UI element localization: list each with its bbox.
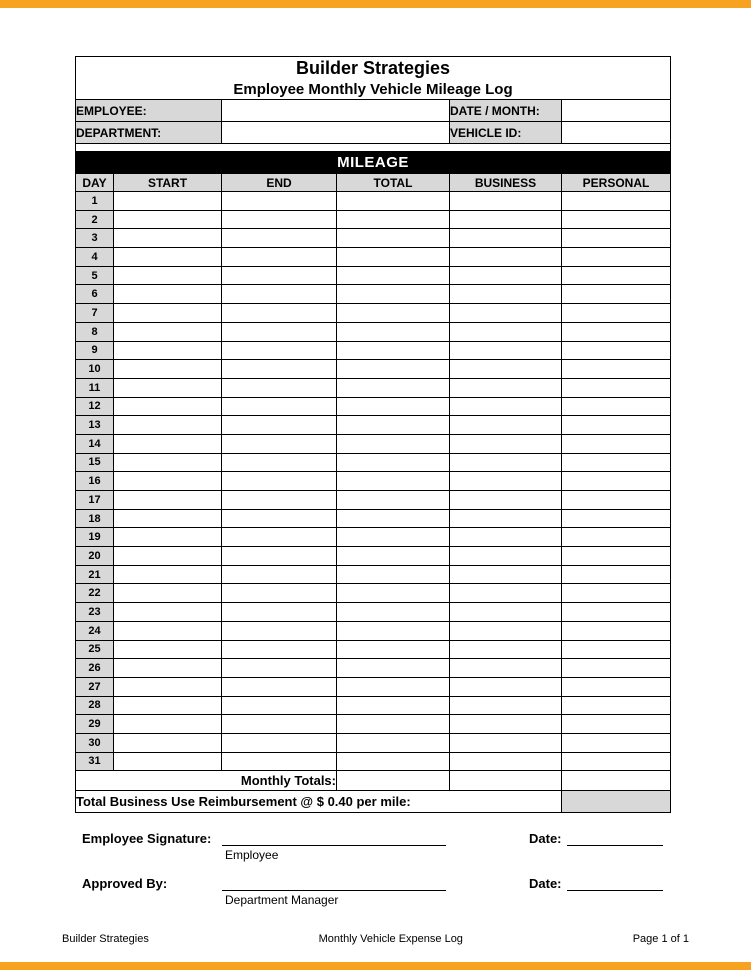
day-number-cell: 2 [76,210,114,229]
day-row [76,752,671,771]
day-business-cell[interactable] [450,696,562,715]
day-end-cell[interactable] [222,491,337,510]
day-business-cell[interactable] [450,603,562,622]
day-start-cell[interactable] [114,547,222,566]
day-row [76,416,671,435]
employee-date-line[interactable] [567,831,663,846]
employee-signature-label: Employee Signature: [82,831,212,847]
day-end-cell[interactable] [222,416,337,435]
day-total-cell[interactable] [337,192,450,211]
info-row-department [76,122,671,144]
day-number-cell: 11 [76,378,114,397]
day-total-cell[interactable] [337,248,450,267]
col-header-personal: PERSONAL [562,174,671,192]
day-end-cell[interactable] [222,453,337,472]
day-personal-cell[interactable] [562,509,671,528]
day-total-cell[interactable] [337,304,450,323]
day-business-cell[interactable] [450,341,562,360]
day-start-cell[interactable] [114,565,222,584]
day-number-cell: 25 [76,640,114,659]
day-business-cell[interactable] [450,621,562,640]
day-personal-cell[interactable] [562,453,671,472]
day-business-cell[interactable] [450,248,562,267]
day-personal-cell[interactable] [562,341,671,360]
day-total-cell[interactable] [337,210,450,229]
day-business-cell[interactable] [450,491,562,510]
day-total-cell[interactable] [337,378,450,397]
day-row [76,453,671,472]
day-total-cell[interactable] [337,584,450,603]
day-business-cell[interactable] [450,192,562,211]
monthly-totals-row [76,771,671,791]
vehicle-id-field[interactable] [562,122,671,144]
day-business-cell[interactable] [450,528,562,547]
day-start-cell[interactable] [114,696,222,715]
day-total-cell[interactable] [337,397,450,416]
day-personal-cell[interactable] [562,416,671,435]
day-start-cell[interactable] [114,659,222,678]
day-number-cell: 17 [76,491,114,510]
day-number-cell: 14 [76,434,114,453]
top-accent-bar [0,0,751,8]
day-personal-cell[interactable] [562,547,671,566]
day-total-cell[interactable] [337,528,450,547]
day-total-cell[interactable] [337,416,450,435]
day-business-cell[interactable] [450,715,562,734]
day-row [76,248,671,267]
day-end-cell[interactable] [222,528,337,547]
day-start-cell[interactable] [114,192,222,211]
day-business-cell[interactable] [450,584,562,603]
day-business-cell[interactable] [450,752,562,771]
day-row [76,733,671,752]
day-start-cell[interactable] [114,285,222,304]
day-business-cell[interactable] [450,434,562,453]
day-personal-cell[interactable] [562,229,671,248]
day-start-cell[interactable] [114,434,222,453]
day-personal-cell[interactable] [562,696,671,715]
page-footer [0,933,751,945]
day-row [76,509,671,528]
day-number-cell: 22 [76,584,114,603]
day-number-cell: 10 [76,360,114,379]
day-start-cell[interactable] [114,397,222,416]
signature-section [75,831,670,907]
day-business-cell[interactable] [450,285,562,304]
employee-field[interactable] [222,100,450,122]
col-header-end: END [222,174,337,192]
day-business-cell[interactable] [450,453,562,472]
day-row [76,584,671,603]
col-header-business: BUSINESS [450,174,562,192]
day-total-cell[interactable] [337,341,450,360]
day-start-cell[interactable] [114,752,222,771]
employee-signature-line[interactable] [222,831,446,846]
day-number-cell: 12 [76,397,114,416]
day-personal-cell[interactable] [562,266,671,285]
day-business-cell[interactable] [450,472,562,491]
day-start-cell[interactable] [114,378,222,397]
day-start-cell[interactable] [114,584,222,603]
day-personal-cell[interactable] [562,378,671,397]
day-personal-cell[interactable] [562,285,671,304]
day-row [76,640,671,659]
day-row [76,360,671,379]
day-personal-cell[interactable] [562,640,671,659]
day-row [76,378,671,397]
day-business-cell[interactable] [450,416,562,435]
day-total-cell[interactable] [337,509,450,528]
day-start-cell[interactable] [114,472,222,491]
day-end-cell[interactable] [222,378,337,397]
day-start-cell[interactable] [114,677,222,696]
footer-left: Builder Strategies [62,933,149,945]
day-total-cell[interactable] [337,491,450,510]
day-personal-cell[interactable] [562,248,671,267]
day-number-cell: 21 [76,565,114,584]
day-row [76,192,671,211]
day-row [76,304,671,323]
day-start-cell[interactable] [114,603,222,622]
day-total-cell[interactable] [337,565,450,584]
date-month-label: DATE / MONTH: [450,100,562,122]
day-end-cell[interactable] [222,322,337,341]
day-start-cell[interactable] [114,715,222,734]
day-start-cell[interactable] [114,248,222,267]
day-personal-cell[interactable] [562,322,671,341]
col-header-total: TOTAL [337,174,450,192]
employee-signature-caption: Employee [225,848,279,863]
employee-label: EMPLOYEE: [76,100,222,122]
form-header [76,57,671,100]
day-personal-cell[interactable] [562,584,671,603]
day-number-cell: 26 [76,659,114,678]
day-number-cell: 6 [76,285,114,304]
column-header-row [76,174,671,192]
monthly-total-total-cell[interactable] [337,771,450,791]
day-total-cell[interactable] [337,752,450,771]
day-start-cell[interactable] [114,491,222,510]
day-business-cell[interactable] [450,397,562,416]
day-business-cell[interactable] [450,565,562,584]
day-business-cell[interactable] [450,266,562,285]
day-number-cell: 13 [76,416,114,435]
section-header-row [76,152,671,174]
day-end-cell[interactable] [222,285,337,304]
day-end-cell[interactable] [222,603,337,622]
day-personal-cell[interactable] [562,472,671,491]
monthly-total-business-cell[interactable] [450,771,562,791]
department-label: DEPARTMENT: [76,122,222,144]
day-total-cell[interactable] [337,696,450,715]
day-business-cell[interactable] [450,360,562,379]
approved-date-line[interactable] [567,876,663,891]
day-personal-cell[interactable] [562,677,671,696]
day-number-cell: 20 [76,547,114,566]
day-row [76,715,671,734]
day-end-cell[interactable] [222,229,337,248]
mileage-log-form [75,56,670,907]
day-row [76,472,671,491]
day-number-cell: 29 [76,715,114,734]
day-number-cell: 18 [76,509,114,528]
day-row [76,491,671,510]
day-personal-cell[interactable] [562,491,671,510]
day-business-cell[interactable] [450,322,562,341]
day-start-cell[interactable] [114,453,222,472]
day-end-cell[interactable] [222,210,337,229]
day-number-cell: 27 [76,677,114,696]
reimbursement-amount-cell[interactable] [562,791,671,813]
day-start-cell[interactable] [114,509,222,528]
info-row-employee [76,100,671,122]
day-personal-cell[interactable] [562,752,671,771]
day-personal-cell[interactable] [562,603,671,622]
form-subtitle: Employee Monthly Vehicle Mileage Log [233,81,513,98]
day-row [76,603,671,622]
monthly-totals-label: Monthly Totals: [76,771,337,791]
day-start-cell[interactable] [114,416,222,435]
day-end-cell[interactable] [222,248,337,267]
day-number-cell: 8 [76,322,114,341]
day-total-cell[interactable] [337,621,450,640]
footer-center: Monthly Vehicle Expense Log [318,933,463,945]
day-total-cell[interactable] [337,360,450,379]
day-row [76,659,671,678]
day-row [76,266,671,285]
day-number-cell: 5 [76,266,114,285]
day-row [76,322,671,341]
day-total-cell[interactable] [337,733,450,752]
day-row [76,341,671,360]
day-business-cell[interactable] [450,733,562,752]
form-title: Builder Strategies [295,58,451,78]
footer-right: Page 1 of 1 [632,933,689,945]
mileage-section-header: MILEAGE [76,152,671,174]
day-number-cell: 3 [76,229,114,248]
day-end-cell[interactable] [222,304,337,323]
day-business-cell[interactable] [450,509,562,528]
day-personal-cell[interactable] [562,659,671,678]
day-end-cell[interactable] [222,565,337,584]
date-month-field[interactable] [562,100,671,122]
col-header-day: DAY [76,174,114,192]
approved-by-label: Approved By: [82,876,168,892]
day-row [76,285,671,304]
day-end-cell[interactable] [222,266,337,285]
day-total-cell[interactable] [337,603,450,622]
day-start-cell[interactable] [114,621,222,640]
day-end-cell[interactable] [222,341,337,360]
day-personal-cell[interactable] [562,621,671,640]
spacer-row [76,144,671,152]
day-number-cell: 30 [76,733,114,752]
day-business-cell[interactable] [450,659,562,678]
day-number-cell: 4 [76,248,114,267]
reimbursement-label: Total Business Use Reimbursement @ $ 0.40 per mile: [76,791,562,813]
day-personal-cell[interactable] [562,715,671,734]
day-total-cell[interactable] [337,434,450,453]
employee-date-label: Date: [529,831,562,847]
day-personal-cell[interactable] [562,304,671,323]
day-business-cell[interactable] [450,304,562,323]
day-row [76,528,671,547]
day-personal-cell[interactable] [562,210,671,229]
day-number-cell: 1 [76,192,114,211]
spacer [76,144,671,152]
day-business-cell[interactable] [450,210,562,229]
title-row [76,57,671,100]
day-end-cell[interactable] [222,659,337,678]
department-field[interactable] [222,122,450,144]
day-start-cell[interactable] [114,229,222,248]
approved-by-row [75,876,670,891]
day-start-cell[interactable] [114,266,222,285]
day-start-cell[interactable] [114,733,222,752]
col-header-start: START [114,174,222,192]
day-start-cell[interactable] [114,640,222,659]
day-business-cell[interactable] [450,677,562,696]
day-row [76,397,671,416]
day-start-cell[interactable] [114,210,222,229]
day-end-cell[interactable] [222,584,337,603]
day-row [76,210,671,229]
day-start-cell[interactable] [114,341,222,360]
day-number-cell: 16 [76,472,114,491]
day-row [76,565,671,584]
day-personal-cell[interactable] [562,192,671,211]
day-number-cell: 15 [76,453,114,472]
day-end-cell[interactable] [222,696,337,715]
day-personal-cell[interactable] [562,434,671,453]
day-row [76,434,671,453]
day-end-cell[interactable] [222,715,337,734]
day-end-cell[interactable] [222,677,337,696]
day-total-cell[interactable] [337,322,450,341]
approved-date-label: Date: [529,876,562,892]
day-end-cell[interactable] [222,752,337,771]
day-end-cell[interactable] [222,733,337,752]
day-end-cell[interactable] [222,397,337,416]
day-total-cell[interactable] [337,677,450,696]
day-end-cell[interactable] [222,547,337,566]
reimbursement-row [76,791,671,813]
bottom-accent-bar [0,962,751,970]
day-total-cell[interactable] [337,659,450,678]
day-end-cell[interactable] [222,621,337,640]
day-end-cell[interactable] [222,509,337,528]
day-row [76,696,671,715]
day-end-cell[interactable] [222,472,337,491]
day-business-cell[interactable] [450,229,562,248]
day-total-cell[interactable] [337,229,450,248]
day-end-cell[interactable] [222,640,337,659]
vehicle-id-label: VEHICLE ID: [450,122,562,144]
day-total-cell[interactable] [337,715,450,734]
day-start-cell[interactable] [114,322,222,341]
day-start-cell[interactable] [114,304,222,323]
day-number-cell: 19 [76,528,114,547]
day-start-cell[interactable] [114,360,222,379]
form-table [75,56,671,813]
employee-signature-row [75,831,670,846]
day-start-cell[interactable] [114,528,222,547]
day-total-cell[interactable] [337,285,450,304]
day-total-cell[interactable] [337,547,450,566]
day-business-cell[interactable] [450,378,562,397]
day-row [76,621,671,640]
approved-by-caption: Department Manager [225,893,339,908]
day-personal-cell[interactable] [562,397,671,416]
day-total-cell[interactable] [337,472,450,491]
day-number-cell: 24 [76,621,114,640]
day-end-cell[interactable] [222,192,337,211]
day-row [76,677,671,696]
day-personal-cell[interactable] [562,733,671,752]
day-personal-cell[interactable] [562,360,671,379]
day-total-cell[interactable] [337,640,450,659]
monthly-total-personal-cell[interactable] [562,771,671,791]
day-personal-cell[interactable] [562,565,671,584]
day-total-cell[interactable] [337,453,450,472]
day-end-cell[interactable] [222,434,337,453]
approved-by-line[interactable] [222,876,446,891]
day-personal-cell[interactable] [562,528,671,547]
day-number-cell: 28 [76,696,114,715]
day-number-cell: 23 [76,603,114,622]
day-business-cell[interactable] [450,640,562,659]
day-row [76,229,671,248]
day-total-cell[interactable] [337,266,450,285]
day-number-cell: 31 [76,752,114,771]
day-number-cell: 9 [76,341,114,360]
day-business-cell[interactable] [450,547,562,566]
day-number-cell: 7 [76,304,114,323]
day-end-cell[interactable] [222,360,337,379]
day-row [76,547,671,566]
